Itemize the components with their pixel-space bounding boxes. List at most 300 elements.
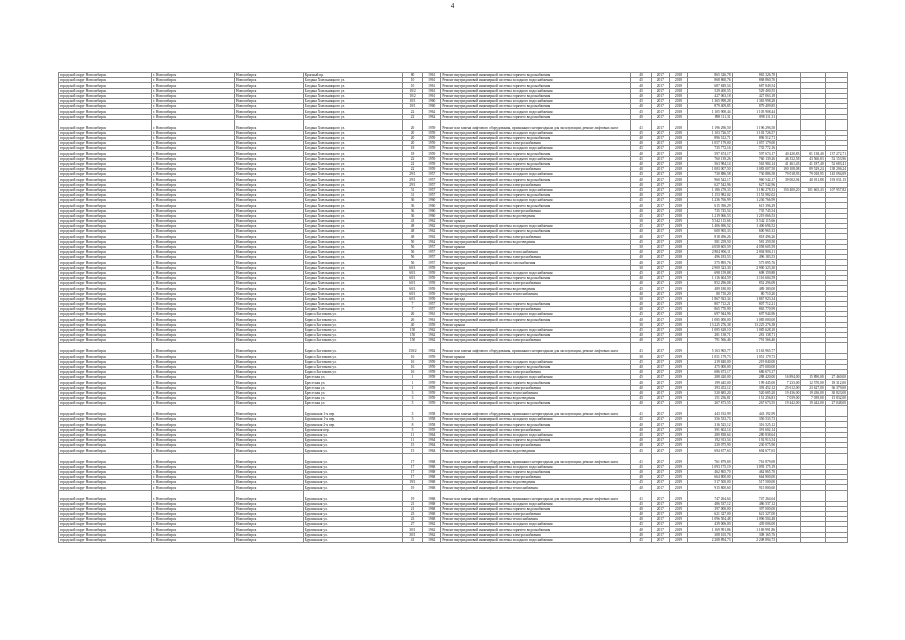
cell-plan-year-end: 2018 (669, 98, 687, 103)
cell-total-cost: 664 800,00 (688, 474, 733, 479)
cell-locality: г. Новосибирск (152, 432, 235, 437)
cell-fund-cost: 462 865,70 (732, 469, 777, 474)
cell-municipality: городской округ Новосибирск (59, 307, 152, 312)
cell-year-built: 1960 (423, 198, 441, 203)
cell-house: 10/1 (402, 104, 422, 109)
cell-city: Новосибирск (234, 443, 303, 448)
cell-locality: г. Новосибирск (152, 480, 235, 485)
cell-year-built: 1959 (423, 395, 441, 400)
cell-city: Новосибирск (234, 464, 303, 469)
cell-city: Новосибирск (234, 312, 303, 317)
cell-extra-2 (801, 537, 825, 542)
cell-extra-3 (825, 537, 847, 542)
cell-work-type: Ремонт внутридомовой инженерной системы электроснабжения (441, 338, 631, 343)
cell-work-type: Ремонт внутридомовой инженерной системы холодного водоснабжения (441, 156, 631, 161)
cell-locality: г. Новосибирск (152, 281, 235, 286)
cell-plan-year-start: 2017 (651, 109, 669, 114)
cell-total-cost: 288 420,00 (688, 375, 733, 380)
cell-municipality: городской округ Новосибирск (59, 464, 152, 469)
cell-fund-cost: 529 400,55 (732, 88, 777, 93)
cell-locality: г. Новосибирск (152, 395, 235, 400)
cell-plan-year-start: 2017 (651, 385, 669, 390)
cell-lifetime: 45 (631, 187, 651, 192)
cell-year-built: 1961 (423, 93, 441, 98)
cell-lifetime: 40 (631, 511, 651, 516)
cell-locality: г. Новосибирск (152, 119, 235, 130)
cell-plan-year-end: 2019 (669, 527, 687, 532)
cell-work-type: Ремонт внутридомовой инженерной системы электроснабжения (441, 511, 631, 516)
cell-plan-year-end: 2018 (669, 182, 687, 187)
cell-plan-year-start: 2017 (651, 198, 669, 203)
cell-extra-1: 19 436,00 (777, 390, 801, 395)
cell-lifetime: 40 (631, 422, 651, 427)
cell-extra-3: 15 832,00 (825, 395, 847, 400)
cell-fund-cost: 2 900 323,30 (732, 265, 777, 270)
cell-city: Новосибирск (234, 73, 303, 78)
cell-lifetime: 40 (631, 427, 651, 432)
cell-locality: г. Новосибирск (152, 291, 235, 296)
cell-fund-cost: 356 533,73 (732, 417, 777, 422)
cell-fund-cost: 1 093 175,19 (732, 464, 777, 469)
cell-plan-year-start: 2017 (651, 172, 669, 177)
cell-plan-year-start: 2017 (651, 151, 669, 156)
cell-total-cost: 151 256,81 (688, 395, 733, 400)
cell-plan-year-start: 2017 (651, 501, 669, 506)
cell-year-built: 1957 (423, 172, 441, 177)
cell-work-type: Ремонт внутридомовой инженерной системы горячего водоснабжения (441, 177, 631, 182)
cell-total-cost: 735 772,16 (688, 146, 733, 151)
cell-total-cost: 1 057 179,00 (688, 141, 733, 146)
cell-street: Богдана Хмельницкого ул. (303, 213, 402, 218)
cell-house: 29/1 (402, 177, 422, 182)
cell-municipality: городской округ Новосибирск (59, 281, 152, 286)
cell-plan-year-start: 2017 (651, 307, 669, 312)
cell-extra-1 (777, 490, 801, 501)
cell-house: 29/1 (402, 172, 422, 177)
cell-work-type: Ремонт внутридомовой инженерной системы холодного водоснабжения (441, 78, 631, 83)
cell-total-cost: 1 085 000,00 (688, 317, 733, 322)
cell-fund-cost: 4 058 605,59 (732, 244, 777, 249)
cell-house: 56 (402, 255, 422, 260)
cell-municipality: городской округ Новосибирск (59, 380, 152, 385)
cell-total-cost: 80 710,20 (688, 291, 733, 296)
cell-lifetime: 40 (631, 182, 651, 187)
cell-plan-year-start: 2017 (651, 218, 669, 223)
cell-year-built: 1964 (423, 438, 441, 443)
cell-municipality: городской округ Новосибирск (59, 109, 152, 114)
cell-municipality: городской округ Новосибирск (59, 501, 152, 506)
cell-extra-2: 12 570,00 (801, 380, 825, 385)
cell-work-type: Ремонт внутридомовой инженерной системы холодного водоснабжения (441, 375, 631, 380)
cell-plan-year-end: 2019 (669, 359, 687, 364)
cell-fund-cost: 496 183,53 (732, 255, 777, 260)
cell-house: 23 (402, 511, 422, 516)
cell-total-cost: 694 677,63 (688, 448, 733, 453)
cell-plan-year-start: 2017 (651, 532, 669, 537)
cell-house: 23 (402, 517, 422, 522)
cell-extra-3: 18 312,00 (825, 380, 847, 385)
cell-city: Новосибирск (234, 343, 303, 354)
cell-fund-cost: 486 537,12 (732, 501, 777, 506)
cell-year-built: 1959 (423, 270, 441, 275)
cell-work-type: Ремонт внутридомовой инженерной системы горячего водоснабжения (441, 422, 631, 427)
cell-extra-2: 41 187,40 (801, 161, 825, 166)
cell-lifetime: 40 (631, 369, 651, 374)
cell-extra-2: 101 665,43 (801, 187, 825, 192)
cell-plan-year-end: 2018 (669, 135, 687, 140)
cell-municipality: городской округ Новосибирск (59, 395, 152, 400)
cell-house: 1 (402, 385, 422, 390)
cell-lifetime: 45 (631, 156, 651, 161)
cell-house: 21 (402, 506, 422, 511)
cell-municipality: городской округ Новосибирск (59, 354, 152, 359)
cell-city: Новосибирск (234, 375, 303, 380)
cell-plan-year-end: 2019 (669, 296, 687, 301)
cell-extra-3: 27 048,00 (825, 401, 847, 406)
cell-plan-year-end: 2018 (669, 73, 687, 78)
cell-municipality: городской округ Новосибирск (59, 427, 152, 432)
cell-city: Новосибирск (234, 369, 303, 374)
cell-municipality: городской округ Новосибирск (59, 156, 152, 161)
cell-year-built: 1964 (423, 443, 441, 448)
cell-extra-3: 145 094,09 (825, 172, 847, 177)
cell-city: Новосибирск (234, 218, 303, 223)
cell-city: Новосибирск (234, 438, 303, 443)
cell-locality: г. Новосибирск (152, 380, 235, 385)
cell-extra-2: 15 890,00 (801, 375, 825, 380)
cell-street: Бориса Богаткова ул. (303, 312, 402, 317)
cell-total-cost: 687 849,54 (688, 83, 733, 88)
cell-house: 40 (402, 322, 422, 327)
cell-total-cost: 865 770,99 (688, 307, 733, 312)
cell-total-cost: 1 406 696,52 (688, 224, 733, 229)
cell-total-cost: 735 745,54 (688, 208, 733, 213)
cell-year-built: 1968 (423, 485, 441, 490)
cell-year-built: 1968 (423, 474, 441, 479)
cell-total-cost: 597 674,17 (688, 151, 733, 156)
cell-house: 56 (402, 244, 422, 249)
cell-street: Богдана Хмельницкого ул. (303, 218, 402, 223)
cell-lifetime: 40 (631, 401, 651, 406)
cell-house: 150 (402, 333, 422, 338)
cell-plan-year-end: 2018 (669, 151, 687, 156)
cell-house: 3 (402, 390, 422, 395)
cell-lifetime: 45 (631, 522, 651, 527)
cell-plan-year-start: 2017 (651, 135, 669, 140)
cell-locality: г. Новосибирск (152, 255, 235, 260)
cell-street: Бурлинская пер. (303, 427, 402, 432)
cell-work-type: Ремонт внутридомовой инженерной системы газоснабжения (441, 260, 631, 265)
cell-city: Новосибирск (234, 161, 303, 166)
cell-city: Новосибирск (234, 333, 303, 338)
cell-municipality: городской округ Новосибирск (59, 338, 152, 343)
cell-city: Новосибирск (234, 474, 303, 479)
cell-house: 80 (402, 73, 422, 78)
cell-house: 48 (402, 224, 422, 229)
cell-work-type: Ремонт или замена лифтового оборудования, признанного непригодным для эксплуатации, ремонт лифтовых шахт (441, 406, 631, 417)
cell-plan-year-start: 2017 (651, 104, 669, 109)
cell-locality: г. Новосибирск (152, 490, 235, 501)
cell-plan-year-end: 2018 (669, 255, 687, 260)
cell-house: 15 (402, 443, 422, 448)
cell-fund-cost: 219 840,00 (732, 359, 777, 364)
cell-plan-year-end: 2018 (669, 192, 687, 197)
cell-house: 26 (402, 317, 422, 322)
cell-plan-year-start: 2017 (651, 177, 669, 182)
cell-locality: г. Новосибирск (152, 146, 235, 151)
cell-house: 17 (402, 464, 422, 469)
cell-city: Новосибирск (234, 406, 303, 417)
cell-locality: г. Новосибирск (152, 260, 235, 265)
cell-total-cost: 192 913,54 (688, 438, 733, 443)
cell-municipality: городской округ Новосибирск (59, 78, 152, 83)
cell-work-type: Ремонт внутридомовой инженерной системы горячего водоснабжения (441, 380, 631, 385)
cell-extra-2 (801, 406, 825, 417)
cell-work-type: Ремонт внутридомовой инженерной системы холодного водоснабжения (441, 327, 631, 332)
cell-lifetime: 40 (631, 506, 651, 511)
cell-street: Бурлинская ул. (303, 443, 402, 448)
cell-municipality: городской округ Новосибирск (59, 322, 152, 327)
cell-locality: г. Новосибирск (152, 327, 235, 332)
cell-street: Бурлинская ул. (303, 501, 402, 506)
cell-lifetime: 45 (631, 286, 651, 291)
cell-municipality: городской округ Новосибирск (59, 474, 152, 479)
cell-fund-cost: 151 256,81 (732, 395, 777, 400)
cell-street: Богдана Хмельницкого ул. (303, 296, 402, 301)
cell-total-cost: 1 236 766,99 (688, 198, 733, 203)
cell-city: Новосибирск (234, 83, 303, 88)
cell-plan-year-end: 2019 (669, 453, 687, 464)
cell-plan-year-start: 2017 (651, 380, 669, 385)
cell-plan-year-end: 2019 (669, 270, 687, 275)
cell-plan-year-end: 2019 (669, 532, 687, 537)
cell-municipality: городской округ Новосибирск (59, 93, 152, 98)
cell-municipality: городской округ Новосибирск (59, 422, 152, 427)
cell-total-cost: 356 533,73 (688, 417, 733, 422)
cell-house: 50 (402, 239, 422, 244)
cell-lifetime: 45 (631, 501, 651, 506)
cell-city: Новосибирск (234, 296, 303, 301)
cell-plan-year-end: 2018 (669, 177, 687, 182)
cell-plan-year-start: 2017 (651, 244, 669, 249)
cell-plan-year-end: 2019 (669, 427, 687, 432)
cell-house: 22 (402, 161, 422, 166)
cell-locality: г. Новосибирск (152, 88, 235, 93)
cell-municipality: городской округ Новосибирск (59, 104, 152, 109)
cell-total-cost: 4 058 605,59 (688, 244, 733, 249)
cell-house: 10/2 (402, 88, 422, 93)
cell-plan-year-start: 2017 (651, 224, 669, 229)
cell-street: Богдана Хмельницкого ул. (303, 192, 402, 197)
cell-plan-year-end: 2018 (669, 327, 687, 332)
cell-fund-cost: 694 677,63 (732, 448, 777, 453)
cell-locality: г. Новосибирск (152, 364, 235, 369)
cell-extra-3 (825, 406, 847, 417)
cell-year-built: 1962 (423, 333, 441, 338)
cell-total-cost: 563 984,14 (688, 161, 733, 166)
cell-total-cost: 517 500,00 (688, 480, 733, 485)
cell-fund-cost: 791 566,46 (732, 338, 777, 343)
cell-house: 27 (402, 522, 422, 527)
cell-plan-year-end: 2019 (669, 443, 687, 448)
cell-lifetime: 40 (631, 161, 651, 166)
cell-locality: г. Новосибирск (152, 141, 235, 146)
cell-street: Богдана Хмельницкого ул. (303, 286, 402, 291)
cell-locality: г. Новосибирск (152, 250, 235, 255)
cell-total-cost: 621 327,00 (688, 511, 733, 516)
cell-house: 60/1 (402, 291, 422, 296)
cell-total-cost: 199 445,00 (688, 380, 733, 385)
cell-year-built: 1959 (423, 380, 441, 385)
cell-lifetime: 45 (631, 224, 651, 229)
cell-municipality: городской округ Новосибирск (59, 114, 152, 119)
cell-plan-year-start: 2017 (651, 522, 669, 527)
cell-municipality: городской округ Новосибирск (59, 130, 152, 135)
cell-work-type: Ремонт внутридомовой инженерной системы горячего водоснабжения (441, 161, 631, 166)
cell-work-type: Ремонт внутридомовой инженерной системы холодного водоснабжения (441, 501, 631, 506)
cell-total-cost: 219 840,00 (688, 359, 733, 364)
cell-lifetime: 40 (631, 364, 651, 369)
cell-fund-cost: 615 396,29 (732, 203, 777, 208)
cell-year-built: 1957 (423, 192, 441, 197)
cell-municipality: городской округ Новосибирск (59, 511, 152, 516)
cell-house: 150/2 (402, 343, 422, 354)
cell-municipality: городской округ Новосибирск (59, 161, 152, 166)
cell-locality: г. Новосибирск (152, 469, 235, 474)
cell-locality: г. Новосибирск (152, 464, 235, 469)
cell-year-built: 1959 (423, 119, 441, 130)
cell-lifetime: 45 (631, 480, 651, 485)
cell-total-cost: 898 111,31 (688, 114, 733, 119)
cell-lifetime: 40 (631, 385, 651, 390)
cell-year-built: 1957 (423, 307, 441, 312)
cell-house: 16 (402, 364, 422, 369)
cell-work-type: Ремонт внутридомовой инженерной системы холодного водоснабжения (441, 198, 631, 203)
cell-locality: г. Новосибирск (152, 234, 235, 239)
cell-year-built: 1968 (423, 469, 441, 474)
cell-total-cost: 397 000,00 (688, 506, 733, 511)
cell-work-type: Ремонт крыши (441, 244, 631, 249)
cell-total-cost: 896 512,71 (688, 135, 733, 140)
cell-municipality: городской округ Новосибирск (59, 296, 152, 301)
cell-plan-year-end: 2019 (669, 480, 687, 485)
cell-work-type: Ремонт внутридомовой инженерной системы холодного водоснабжения (441, 537, 631, 542)
cell-extra-1: 46 332,58 (777, 156, 801, 161)
cell-year-built: 1960 (423, 213, 441, 218)
cell-plan-year-end: 2019 (669, 438, 687, 443)
cell-plan-year-start: 2017 (651, 239, 669, 244)
cell-house: 20 (402, 119, 422, 130)
cell-locality: г. Новосибирск (152, 354, 235, 359)
cell-fund-cost: 807 712,21 (732, 301, 777, 306)
cell-fund-cost: 1 186 278,33 (732, 187, 777, 192)
cell-house: 48 (402, 234, 422, 239)
cell-work-type: Ремонт внутридомовой инженерной системы горячего водоснабжения (441, 301, 631, 306)
cell-house: 30/1 (402, 532, 422, 537)
cell-lifetime: 40 (631, 317, 651, 322)
cell-lifetime: 40 (631, 229, 651, 234)
cell-city: Новосибирск (234, 182, 303, 187)
cell-municipality: городской округ Новосибирск (59, 291, 152, 296)
cell-fund-cost: 1 236 766,99 (732, 198, 777, 203)
cell-plan-year-start: 2017 (651, 333, 669, 338)
cell-house: 17 (402, 453, 422, 464)
cell-year-built: 1959 (423, 265, 441, 270)
cell-locality: г. Новосибирск (152, 453, 235, 464)
cell-fund-cost: 1 219 066,53 (732, 213, 777, 218)
cell-extra-3: 52 683,41 (825, 161, 847, 166)
cell-city: Новосибирск (234, 244, 303, 249)
cell-city: Новосибирск (234, 522, 303, 527)
cell-locality: г. Новосибирск (152, 422, 235, 427)
cell-plan-year-end: 2018 (669, 312, 687, 317)
cell-municipality: городской округ Новосибирск (59, 198, 152, 203)
cell-plan-year-start: 2017 (651, 291, 669, 296)
cell-lifetime: 45 (631, 432, 651, 437)
cell-plan-year-start: 2017 (651, 369, 669, 374)
cell-city: Новосибирск (234, 203, 303, 208)
cell-fund-cost: 308 165,76 (732, 532, 777, 537)
cell-street: Бурлинская ул. (303, 432, 402, 437)
cell-plan-year-end: 2019 (669, 506, 687, 511)
cell-locality: г. Новосибирск (152, 406, 235, 417)
cell-street: Бурлинская 2-я пер. (303, 422, 402, 427)
cell-house: 21 (402, 501, 422, 506)
cell-municipality: городской округ Новосибирск (59, 234, 152, 239)
cell-total-cost: 230 075,90 (688, 443, 733, 448)
cell-extra-3 (825, 119, 847, 130)
cell-lifetime: 40 (631, 260, 651, 265)
cell-lifetime: 45 (631, 395, 651, 400)
cell-locality: г. Новосибирск (152, 78, 235, 83)
cell-lifetime: 40 (631, 301, 651, 306)
table-row (59, 490, 848, 501)
cell-fund-cost: 1 867 923,34 (732, 296, 777, 301)
cell-lifetime: 40 (631, 307, 651, 312)
cell-extra-3: 52 153,96 (825, 156, 847, 161)
cell-plan-year-start: 2017 (651, 161, 669, 166)
cell-municipality: городской округ Новосибирск (59, 453, 152, 464)
cell-work-type: Ремонт внутридомовой инженерной системы горячего водоснабжения (441, 192, 631, 197)
cell-lifetime: 40 (631, 203, 651, 208)
cell-plan-year-start: 2017 (651, 401, 669, 406)
cell-extra-1: 7 233,00 (777, 380, 801, 385)
cell-locality: г. Новосибирск (152, 369, 235, 374)
cell-plan-year-start: 2017 (651, 275, 669, 280)
cell-year-built: 1968 (423, 480, 441, 485)
cell-house: 1 (402, 375, 422, 380)
cell-locality: г. Новосибирск (152, 98, 235, 103)
cell-total-cost: 1 051 179,73 (688, 354, 733, 359)
cell-plan-year-start: 2017 (651, 281, 669, 286)
cell-house: 20 (402, 141, 422, 146)
cell-city: Новосибирск (234, 385, 303, 390)
cell-total-cost: 627 542,96 (688, 182, 733, 187)
cell-extra-1 (777, 119, 801, 130)
cell-work-type: Ремонт внутридомовой инженерной системы электроснабжения (441, 532, 631, 537)
cell-house: 15 (402, 448, 422, 453)
cell-city: Новосибирск (234, 270, 303, 275)
cell-street: Бурлинская ул. (303, 537, 402, 542)
cell-street: Бурлинская ул. (303, 480, 402, 485)
cell-street: Красный пр. (303, 73, 402, 78)
cell-plan-year-end: 2018 (669, 104, 687, 109)
cell-house: 16 (402, 359, 422, 364)
cell-street: Богдана Хмельницкого ул. (303, 98, 402, 103)
cell-fund-cost: 852 296,08 (732, 281, 777, 286)
cell-extra-2 (801, 343, 825, 354)
cell-fund-cost: 427 063,18 (732, 93, 777, 98)
